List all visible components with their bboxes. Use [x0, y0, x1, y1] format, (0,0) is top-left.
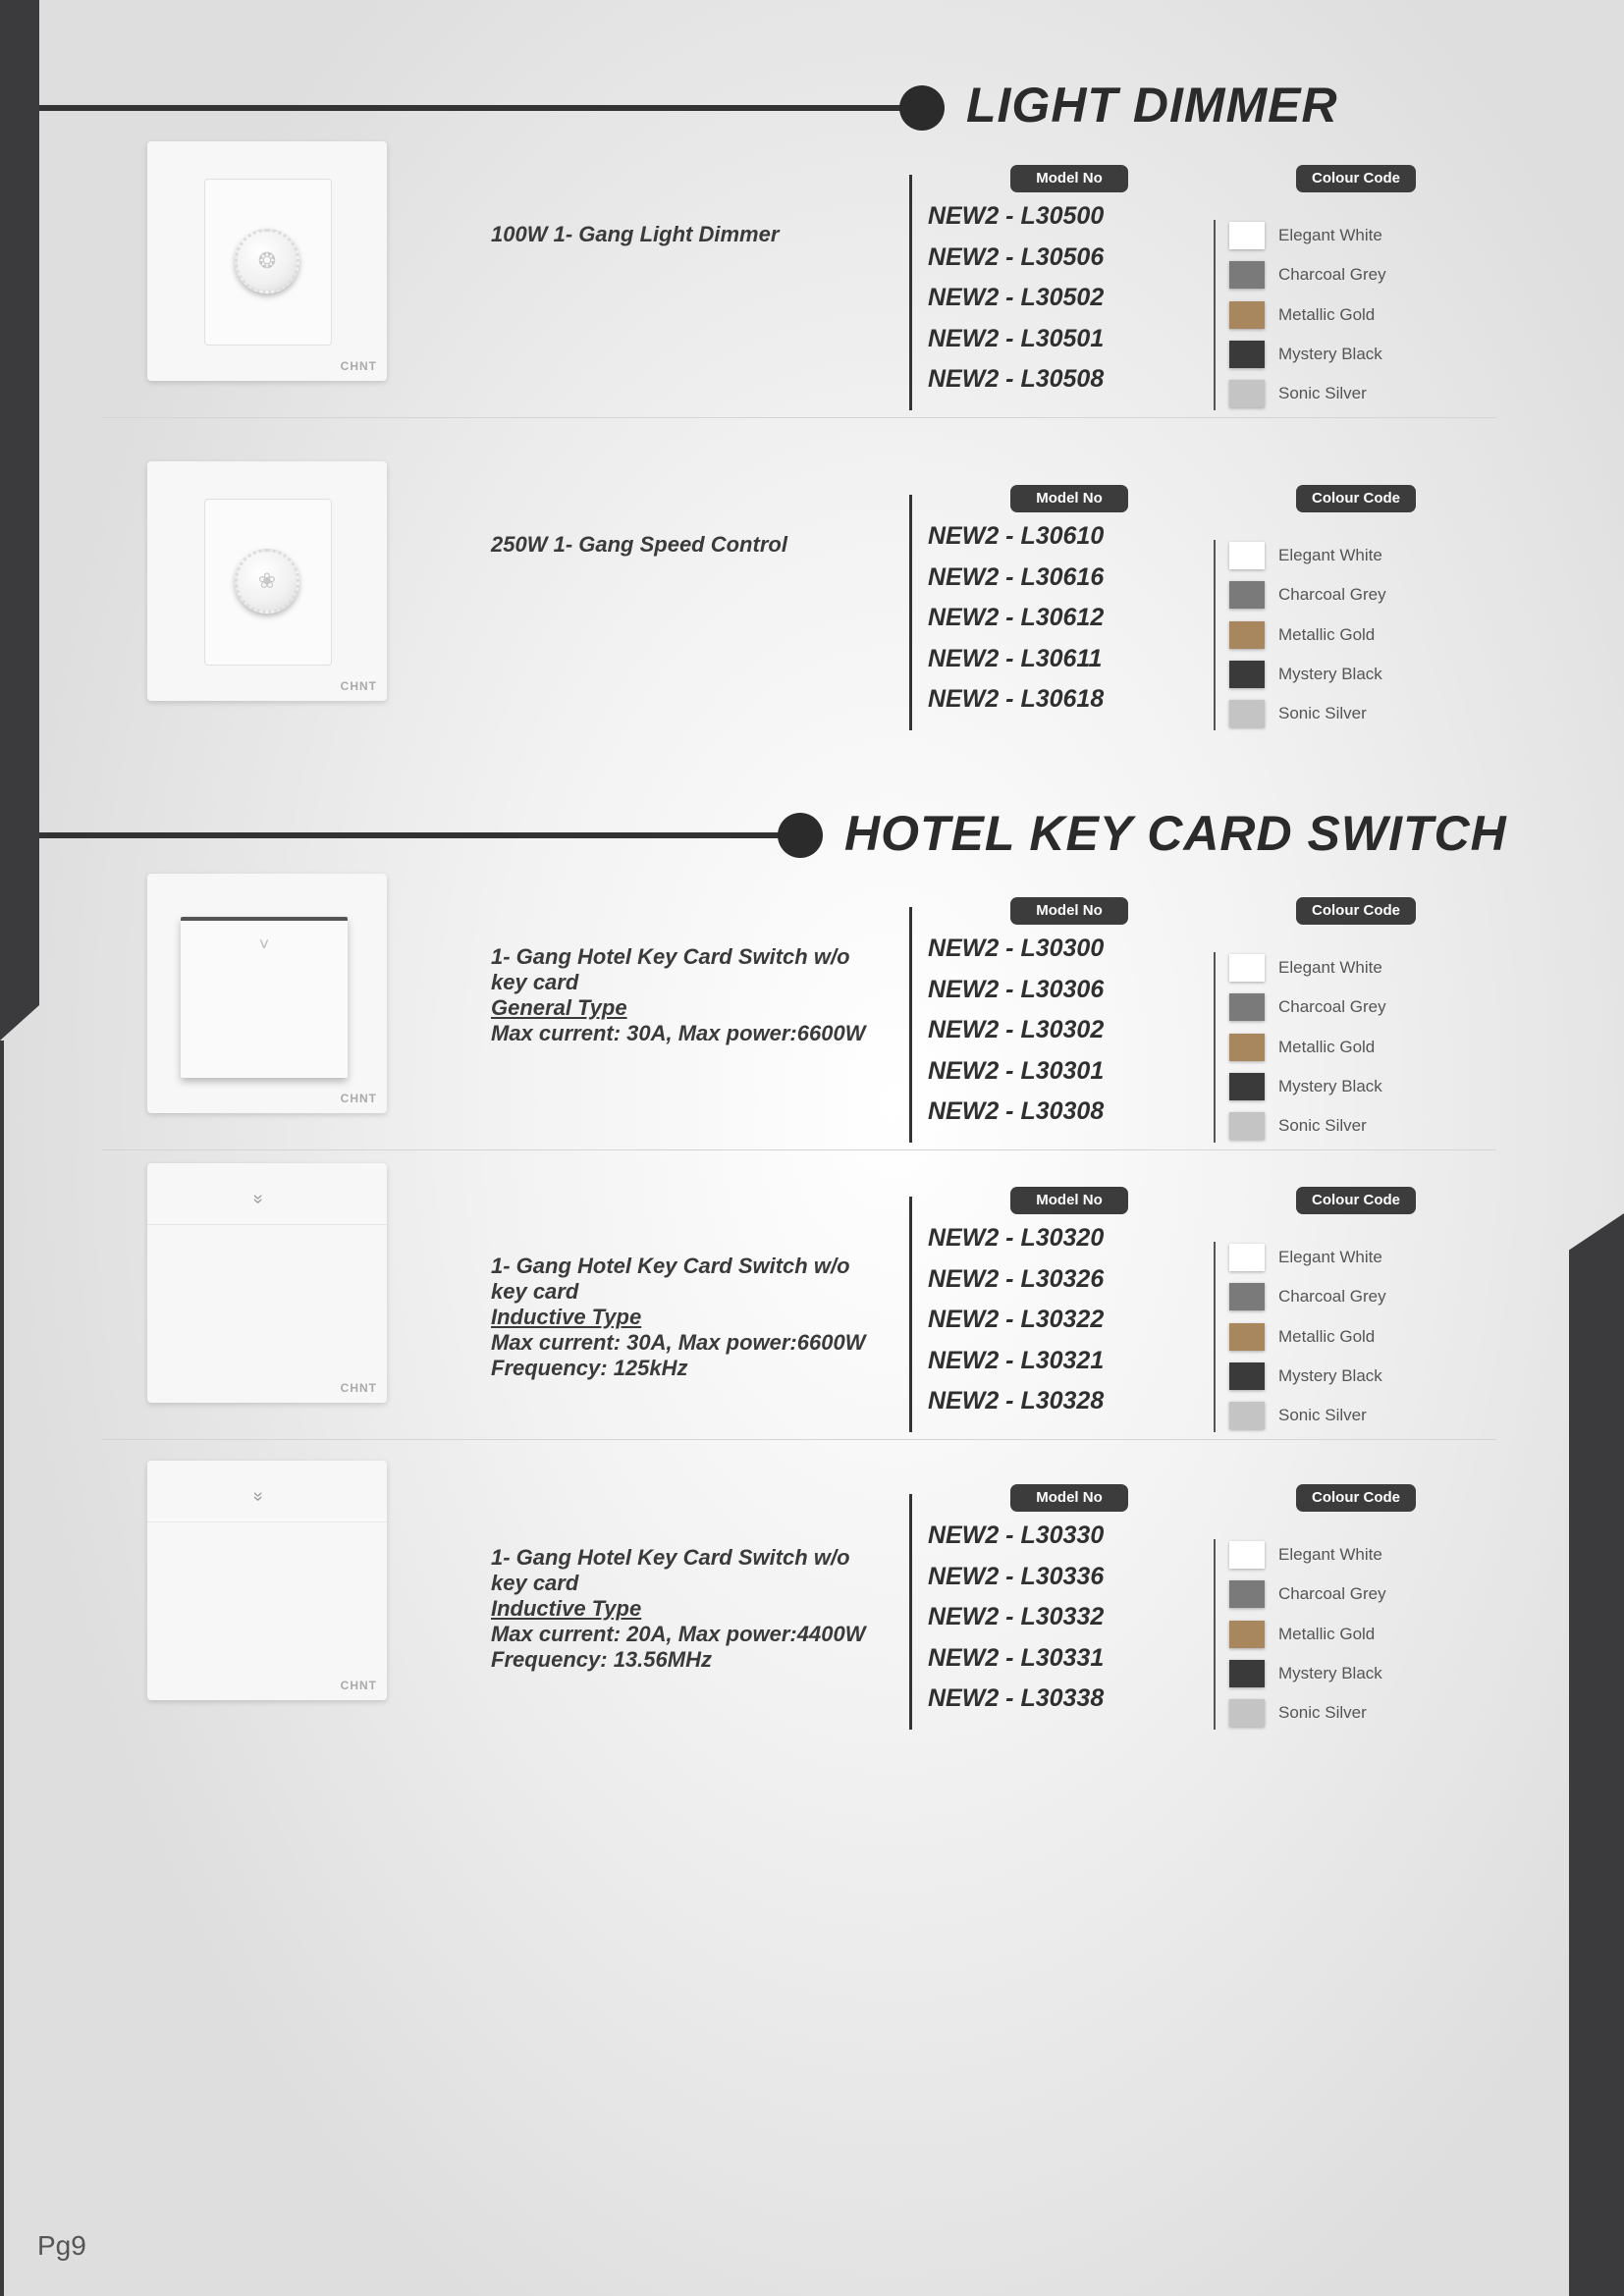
model-number: NEW2 - L30320	[928, 1224, 1105, 1252]
colour-list	[1214, 952, 1432, 1143]
colour-option	[1229, 1396, 1386, 1435]
product-row	[102, 1461, 1496, 1737]
colour-option	[1229, 655, 1386, 694]
page-number: Pg9	[37, 2230, 86, 2261]
colour-swatch	[1229, 1580, 1265, 1608]
colour-option	[1229, 536, 1386, 575]
right-decor-bar	[1569, 1213, 1624, 2296]
colour-swatch	[1229, 1073, 1265, 1100]
colour-name: Mystery Black	[1278, 345, 1382, 364]
model-number: NEW2 - L30610	[928, 522, 1105, 550]
colour-option	[1229, 374, 1386, 413]
product-row	[102, 461, 1496, 738]
colour-swatch	[1229, 621, 1265, 649]
spec-line: Frequency: 125kHz	[491, 1356, 688, 1380]
colour-name: Sonic Silver	[1278, 384, 1367, 403]
product-row	[102, 1163, 1496, 1440]
section-rule	[39, 832, 791, 838]
colour-swatch	[1229, 1034, 1265, 1061]
colour-name: Charcoal Grey	[1278, 1584, 1386, 1604]
model-number: NEW2 - L30300	[928, 934, 1105, 962]
colour-swatch	[1229, 1244, 1265, 1271]
model-number: NEW2 - L30336	[928, 1562, 1105, 1590]
colour-name: Sonic Silver	[1278, 1406, 1367, 1425]
model-number: NEW2 - L30506	[928, 242, 1105, 271]
brand-mark: CHNT	[340, 1092, 377, 1105]
colour-name: Elegant White	[1278, 1545, 1382, 1565]
product-image	[147, 461, 387, 701]
product-type: Inductive Type	[491, 1305, 642, 1329]
model-number: NEW2 - L30618	[928, 685, 1105, 713]
card-panel	[147, 1224, 387, 1403]
colour-swatch	[1229, 1660, 1265, 1687]
description-line: 250W 1- Gang Speed Control	[491, 532, 787, 557]
model-number: NEW2 - L30611	[928, 644, 1103, 672]
colour-option	[1229, 255, 1386, 294]
colour-option	[1229, 1654, 1386, 1693]
section-rule	[39, 105, 929, 111]
product-description	[491, 944, 865, 1046]
colour-name: Sonic Silver	[1278, 704, 1367, 723]
colour-list	[1214, 1242, 1432, 1432]
colour-swatch	[1229, 1621, 1265, 1648]
colour-code-header: Colour Code	[1296, 165, 1416, 192]
product-row	[102, 874, 1496, 1150]
section-title-light-dimmer: LIGHT DIMMER	[966, 78, 1338, 133]
colour-name: Charcoal Grey	[1278, 997, 1386, 1017]
model-number: NEW2 - L30306	[928, 975, 1105, 1003]
switch-plate	[204, 499, 332, 666]
colour-name: Charcoal Grey	[1278, 1287, 1386, 1307]
switch-plate	[204, 179, 332, 346]
colour-option	[1229, 1693, 1386, 1733]
colour-swatch	[1229, 542, 1265, 569]
model-number: NEW2 - L30501	[928, 324, 1105, 352]
colour-option	[1229, 1028, 1386, 1067]
model-number: NEW2 - L30338	[928, 1684, 1105, 1712]
description-line: 100W 1- Gang Light Dimmer	[491, 222, 780, 246]
colour-name: Metallic Gold	[1278, 1037, 1376, 1056]
product-image	[147, 141, 387, 381]
product-image	[147, 1461, 387, 1700]
colour-name: Mystery Black	[1278, 1077, 1382, 1096]
colour-swatch	[1229, 222, 1265, 249]
brand-mark: CHNT	[340, 359, 377, 373]
section-title-hotel-key-card-switch: HOTEL KEY CARD SWITCH	[844, 806, 1507, 861]
colour-option	[1229, 1277, 1386, 1316]
model-number: NEW2 - L30321	[928, 1346, 1105, 1374]
description-line: 1- Gang Hotel Key Card Switch w/o	[491, 944, 850, 969]
product-type: General Type	[491, 995, 627, 1020]
colour-option	[1229, 1106, 1386, 1146]
colour-option	[1229, 575, 1386, 614]
model-number: NEW2 - L30332	[928, 1603, 1105, 1630]
double-chevron-icon: »	[248, 1194, 269, 1204]
colour-swatch	[1229, 661, 1265, 688]
colour-swatch	[1229, 1323, 1265, 1351]
colour-option	[1229, 694, 1386, 733]
colour-option	[1229, 948, 1386, 988]
section-dot	[778, 813, 823, 858]
product-description	[491, 222, 779, 247]
colour-list	[1214, 220, 1432, 410]
model-number: NEW2 - L30326	[928, 1264, 1105, 1293]
model-no-header: Model No	[1010, 1187, 1128, 1214]
colour-swatch	[1229, 1402, 1265, 1429]
product-image	[147, 1163, 387, 1403]
model-no-header: Model No	[1010, 897, 1128, 925]
colour-swatch	[1229, 1541, 1265, 1569]
colour-name: Metallic Gold	[1278, 1624, 1376, 1643]
colour-name: Elegant White	[1278, 1248, 1382, 1267]
colour-list	[1214, 1539, 1432, 1730]
brand-mark: CHNT	[340, 679, 377, 693]
product-description	[491, 1254, 865, 1381]
description-line: key card	[491, 1279, 579, 1304]
colour-swatch	[1229, 1283, 1265, 1310]
spec-line: Max current: 30A, Max power:6600W	[491, 1330, 866, 1355]
colour-name: Mystery Black	[1278, 1664, 1382, 1683]
model-number: NEW2 - L30616	[928, 562, 1105, 591]
colour-code-header: Colour Code	[1296, 897, 1416, 925]
colour-list	[1214, 540, 1432, 730]
model-number: NEW2 - L30612	[928, 604, 1105, 631]
model-list	[909, 1192, 1167, 1432]
colour-name: Metallic Gold	[1278, 1326, 1376, 1346]
colour-name: Elegant White	[1278, 546, 1382, 565]
model-no-header: Model No	[1010, 165, 1128, 192]
row-divider	[102, 1149, 1496, 1150]
double-chevron-icon: »	[248, 1491, 269, 1502]
description-line: 1- Gang Hotel Key Card Switch w/o	[491, 1254, 850, 1278]
row-divider	[102, 1439, 1496, 1440]
colour-name: Charcoal Grey	[1278, 265, 1386, 285]
colour-swatch	[1229, 700, 1265, 727]
product-description	[491, 1545, 865, 1673]
left-edge-line	[0, 1041, 4, 2296]
colour-code-header: Colour Code	[1296, 1484, 1416, 1512]
colour-swatch	[1229, 993, 1265, 1021]
brand-mark: CHNT	[340, 1381, 377, 1395]
brand-mark: CHNT	[340, 1679, 377, 1692]
section-dot	[899, 85, 945, 131]
colour-swatch	[1229, 1362, 1265, 1390]
spec-line: Max current: 20A, Max power:4400W	[491, 1622, 866, 1646]
colour-name: Charcoal Grey	[1278, 585, 1386, 605]
colour-swatch	[1229, 1699, 1265, 1727]
colour-swatch	[1229, 581, 1265, 609]
colour-option	[1229, 988, 1386, 1027]
model-number: NEW2 - L30308	[928, 1097, 1105, 1125]
colour-swatch	[1229, 261, 1265, 289]
colour-option	[1229, 295, 1386, 335]
card-panel	[147, 1522, 387, 1700]
product-description	[491, 532, 787, 558]
colour-option	[1229, 216, 1386, 255]
colour-code-header: Colour Code	[1296, 485, 1416, 512]
row-divider	[102, 417, 1496, 418]
colour-code-header: Colour Code	[1296, 1187, 1416, 1214]
colour-swatch	[1229, 341, 1265, 368]
colour-option	[1229, 335, 1386, 374]
colour-name: Elegant White	[1278, 226, 1382, 245]
colour-option	[1229, 1238, 1386, 1277]
model-number: NEW2 - L30508	[928, 365, 1105, 393]
colour-swatch	[1229, 954, 1265, 982]
spec-line: Max current: 30A, Max power:6600W	[491, 1021, 866, 1045]
model-list	[909, 490, 1167, 730]
model-list	[909, 170, 1167, 410]
colour-name: Elegant White	[1278, 958, 1382, 978]
colour-swatch	[1229, 1112, 1265, 1140]
colour-option	[1229, 1615, 1386, 1654]
model-number: NEW2 - L30322	[928, 1306, 1105, 1333]
fan-icon: ❀	[235, 549, 299, 614]
colour-option	[1229, 1535, 1386, 1575]
colour-name: Sonic Silver	[1278, 1703, 1367, 1723]
colour-name: Mystery Black	[1278, 665, 1382, 684]
description-line: 1- Gang Hotel Key Card Switch w/o	[491, 1545, 850, 1570]
colour-name: Metallic Gold	[1278, 624, 1376, 644]
bulb-icon: ❂	[235, 229, 299, 294]
colour-swatch	[1229, 301, 1265, 329]
colour-swatch	[1229, 380, 1265, 407]
model-number: NEW2 - L30301	[928, 1056, 1105, 1085]
colour-option	[1229, 1575, 1386, 1614]
model-no-header: Model No	[1010, 1484, 1128, 1512]
product-image	[147, 874, 387, 1113]
colour-option	[1229, 1067, 1386, 1106]
description-line: key card	[491, 970, 579, 994]
model-number: NEW2 - L30500	[928, 202, 1105, 230]
product-row	[102, 141, 1496, 418]
colour-name: Metallic Gold	[1278, 304, 1376, 324]
colour-name: Mystery Black	[1278, 1366, 1382, 1386]
key-card-slot	[181, 917, 348, 1078]
model-list	[909, 902, 1167, 1143]
model-no-header: Model No	[1010, 485, 1128, 512]
chevron-down-icon: ˅	[258, 934, 270, 954]
product-type: Inductive Type	[491, 1596, 642, 1621]
model-number: NEW2 - L30328	[928, 1387, 1105, 1415]
model-number: NEW2 - L30331	[928, 1643, 1105, 1672]
description-line: key card	[491, 1571, 579, 1595]
colour-option	[1229, 615, 1386, 655]
model-list	[909, 1489, 1167, 1730]
colour-option	[1229, 1317, 1386, 1357]
model-number: NEW2 - L30502	[928, 284, 1105, 311]
model-number: NEW2 - L30330	[928, 1522, 1105, 1549]
colour-option	[1229, 1357, 1386, 1396]
left-decor-bar	[0, 0, 39, 1041]
model-number: NEW2 - L30302	[928, 1016, 1105, 1043]
colour-name: Sonic Silver	[1278, 1116, 1367, 1136]
spec-line: Frequency: 13.56MHz	[491, 1647, 712, 1672]
